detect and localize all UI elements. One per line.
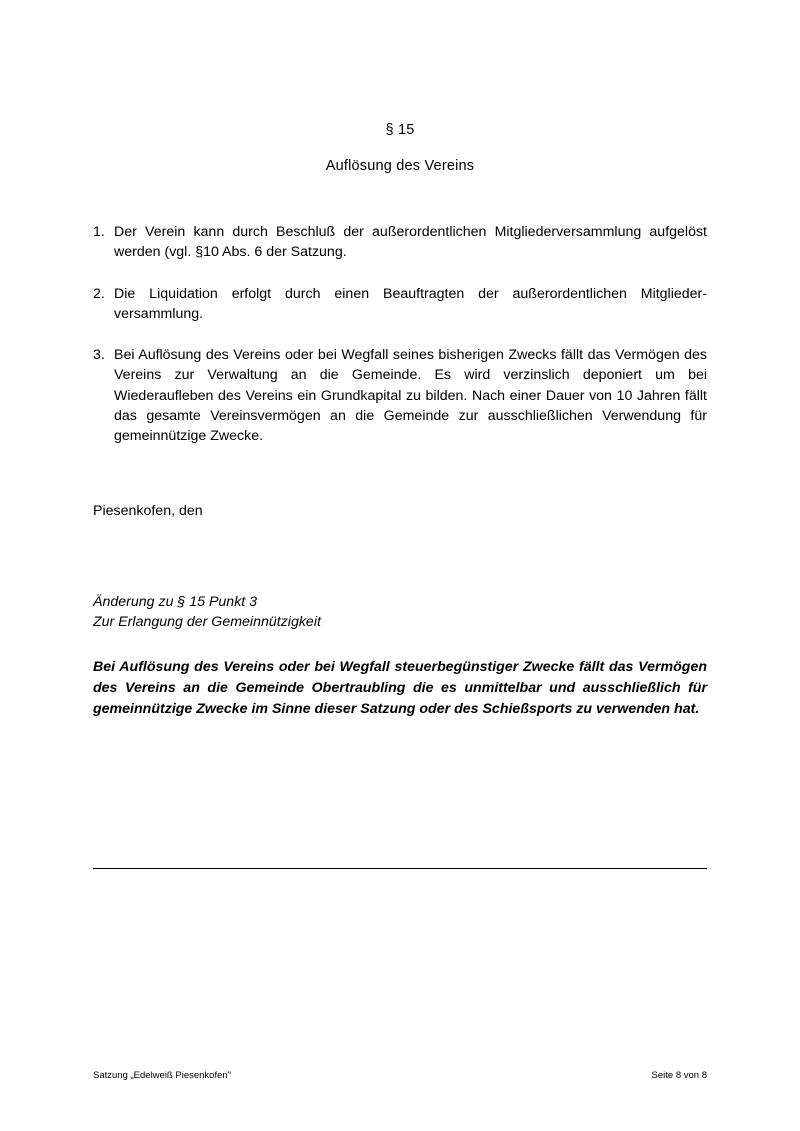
list-item-text: Die Liquidation erfolgt durch einen Beauftragten der außerordentlichen Mitglieder-versammlung.	[114, 285, 707, 322]
footer-page-number: Seite 8 von 8	[651, 1070, 707, 1081]
list-item-marker: 2.	[93, 285, 105, 302]
list-item-marker: 1.	[93, 224, 105, 240]
list-item	[93, 345, 707, 446]
amendment-body-text: Bei Auflösung des Vereins oder bei Wegfall steuerbegünstiger Zwecke fällt das Vermögen des Vereins an die Gemeinde Obertraubling die es unmittelbar und ausschließlich für gemeinnützige Zwecke im Sinne dieser Satzung oder des Schießsports zu verwenden hat.	[93, 658, 707, 717]
page-content	[93, 0, 707, 720]
horizontal-divider	[93, 868, 707, 869]
section-title: Auflösung des Vereins	[325, 158, 475, 174]
list-item-text: Der Verein kann durch Beschluß der außerordentlichen Mitgliederversammlung aufgelöst werden (vgl. §10 Abs. 6 der Satzung.	[114, 224, 707, 261]
page-footer	[93, 1070, 707, 1081]
amendment-heading-line-2: Zur Erlangung der Gemeinnützigkeit	[93, 614, 321, 631]
place-and-date-line: Piesenkofen, den	[93, 502, 203, 519]
section-number: § 15	[385, 122, 415, 138]
list-item-text: Bei Auflösung des Vereins oder bei Wegfall seines bisherigen Zwecks fällt das Vermögen des Vereins zur Verwaltung an die Gemeinde. Es wird verzinslich deponiert um bei Wiederaufleben des Vereins ein Grundkapital zu bilden. Nach einer Dauer von 10 Jahren fällt das gesamte Vereinsvermögen an die Gemeinde zur ausschließlichen Verwendung für gemeinnützige Zwecke.	[114, 347, 707, 445]
clause-list	[93, 222, 707, 447]
list-item	[93, 222, 707, 263]
list-item	[93, 284, 707, 325]
amendment-heading	[93, 592, 707, 633]
footer-left-text: Satzung „Edelweiß Piesenkofen"	[93, 1070, 232, 1081]
amendment-heading-line-1: Änderung zu § 15 Punkt 3	[93, 593, 258, 610]
list-item-marker: 3.	[93, 347, 105, 364]
